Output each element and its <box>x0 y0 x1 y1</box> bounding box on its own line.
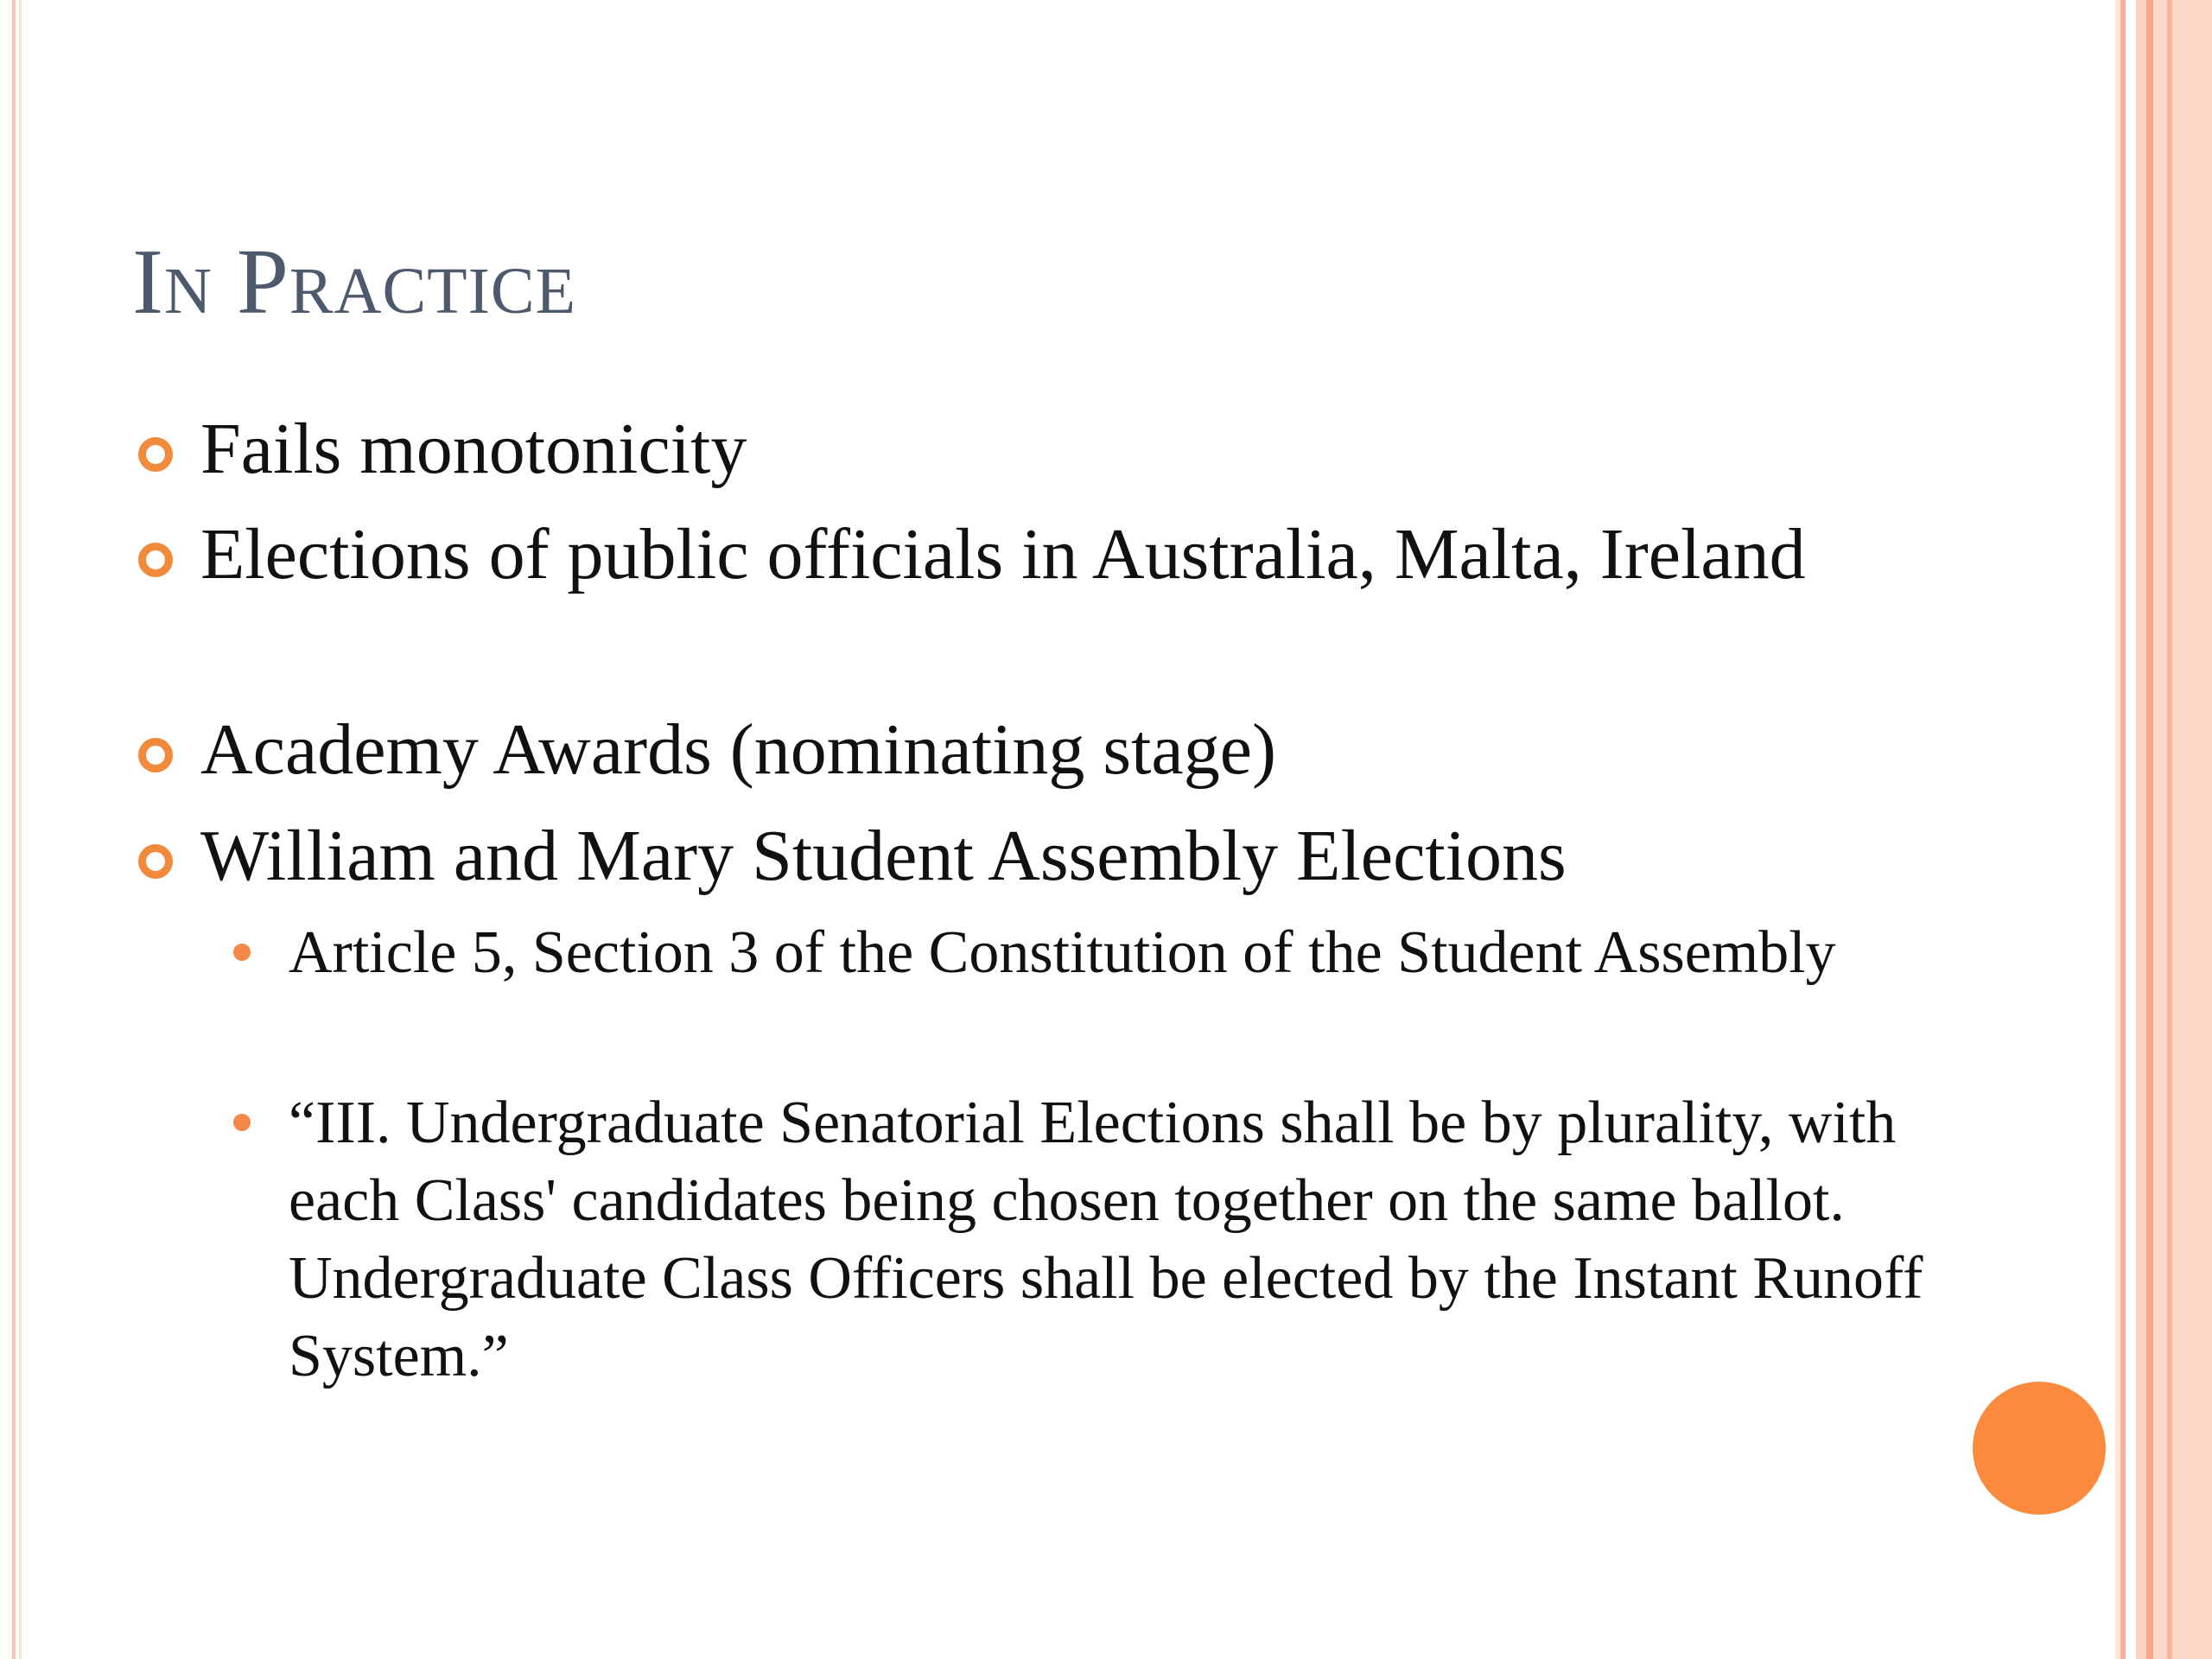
bullet-item <box>200 510 1929 600</box>
bullet-text: Academy Awards (nominating stage) <box>200 709 1276 790</box>
bullet-text: William and Mary Student Assembly Elections <box>200 816 1567 896</box>
bullet-item <box>200 404 1929 494</box>
dot-bullet-icon <box>233 944 251 961</box>
sub-bullet-text: Article 5, Section 3 of the Constitution of the Student Assembly <box>289 919 1836 986</box>
bullet-text: Fails monotonicity <box>200 409 747 489</box>
slide-title: In Practice <box>132 231 577 334</box>
bullet-item <box>200 705 1929 795</box>
bullet-item <box>200 811 1929 901</box>
right-decorative-stripes <box>2115 0 2212 1659</box>
left-border-line <box>12 0 16 1659</box>
sub-bullet-item <box>289 1084 1930 1395</box>
sub-bullet-text: “III. Undergraduate Senatorial Elections shall be by plurality, with each Class' candidates being chosen together on the same ballot. Undergraduate Class Officers shall be elected by the Instant Runoff System.” <box>289 1090 1923 1389</box>
ring-bullet-icon <box>138 738 173 772</box>
ring-bullet-icon <box>138 543 173 577</box>
dot-bullet-icon <box>233 1114 251 1131</box>
ring-bullet-icon <box>138 437 173 472</box>
orange-circle-decoration <box>1973 1382 2106 1515</box>
bullet-text: Elections of public officials in Australia, Malta, Ireland <box>200 514 1806 594</box>
sub-bullet-item <box>289 914 1930 992</box>
left-border-line-inner <box>19 0 22 1659</box>
ring-bullet-icon <box>138 844 173 879</box>
